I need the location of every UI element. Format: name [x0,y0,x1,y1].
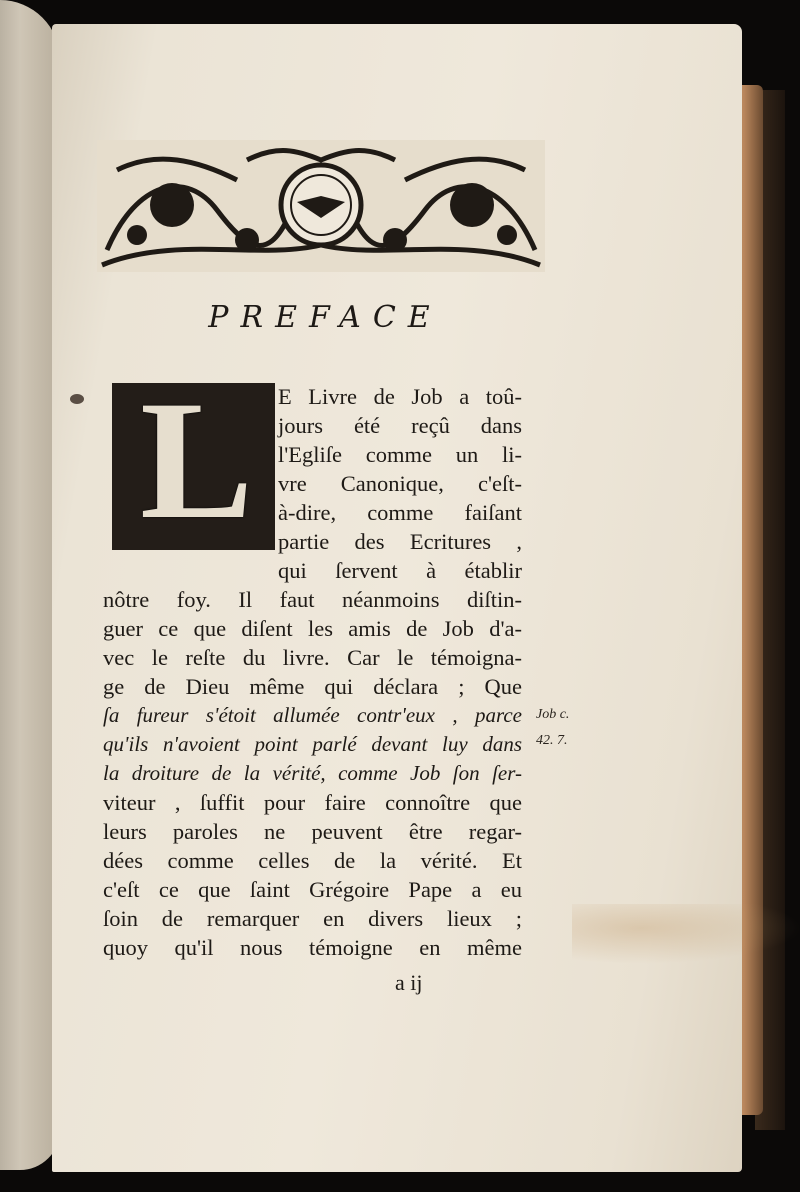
text-line: nôtre foy. Il faut néanmoins diſtin- [103,587,522,612]
text-line: dées comme celles de la vérité. Et [103,848,522,873]
signature-mark: a ij [395,970,423,995]
text-line: jours été reçû dans [278,413,522,438]
facing-page-edge [0,0,60,1170]
margin-note: Job c. [536,707,570,722]
page-title: PREFACE [208,300,442,335]
ink-speck [70,394,84,404]
text-line: à-dire, comme faiſant [278,500,522,525]
text-line: ſoin de remarquer en divers lieux ; [103,906,522,931]
drop-cap-illustration [112,383,275,550]
text-line: c'eſt ce que ſaint Grégoire Pape a eu [103,877,522,902]
text-line-italic: ſa fureur s'étoit allumée contr'eux , parce [103,703,522,727]
text-line: vec le reſte du livre. Car le témoigna- [103,645,522,670]
text-line-italic: la droiture de la vérité, comme Job ſon ſer- [103,761,522,785]
text-line: qui ſervent à établir [278,558,522,583]
text-line: vre Canonique, c'eſt- [278,471,522,496]
text-line: guer ce que diſent les amis de Job d'a- [103,616,522,641]
text-line: leurs paroles ne peuvent être regar- [103,819,522,844]
text-line: quoy qu'il nous témoigne en même [103,935,522,960]
headpiece-ornament [97,140,545,272]
text-line: partie des Ecritures , [278,529,522,554]
text-line-italic: qu'ils n'avoient point parlé devant luy dans [103,732,522,756]
text-line: viteur , ſuffit pour faire connoître que [103,790,522,815]
text-line: E Livre de Job a toû- [278,384,522,409]
margin-note: 42. 7. [536,733,568,748]
water-stain [572,904,800,964]
drop-cap-letter: L [140,383,254,550]
text-line: ge de Dieu même qui déclara ; Que [103,674,522,699]
text-line: l'Egliſe comme un li- [278,442,522,467]
